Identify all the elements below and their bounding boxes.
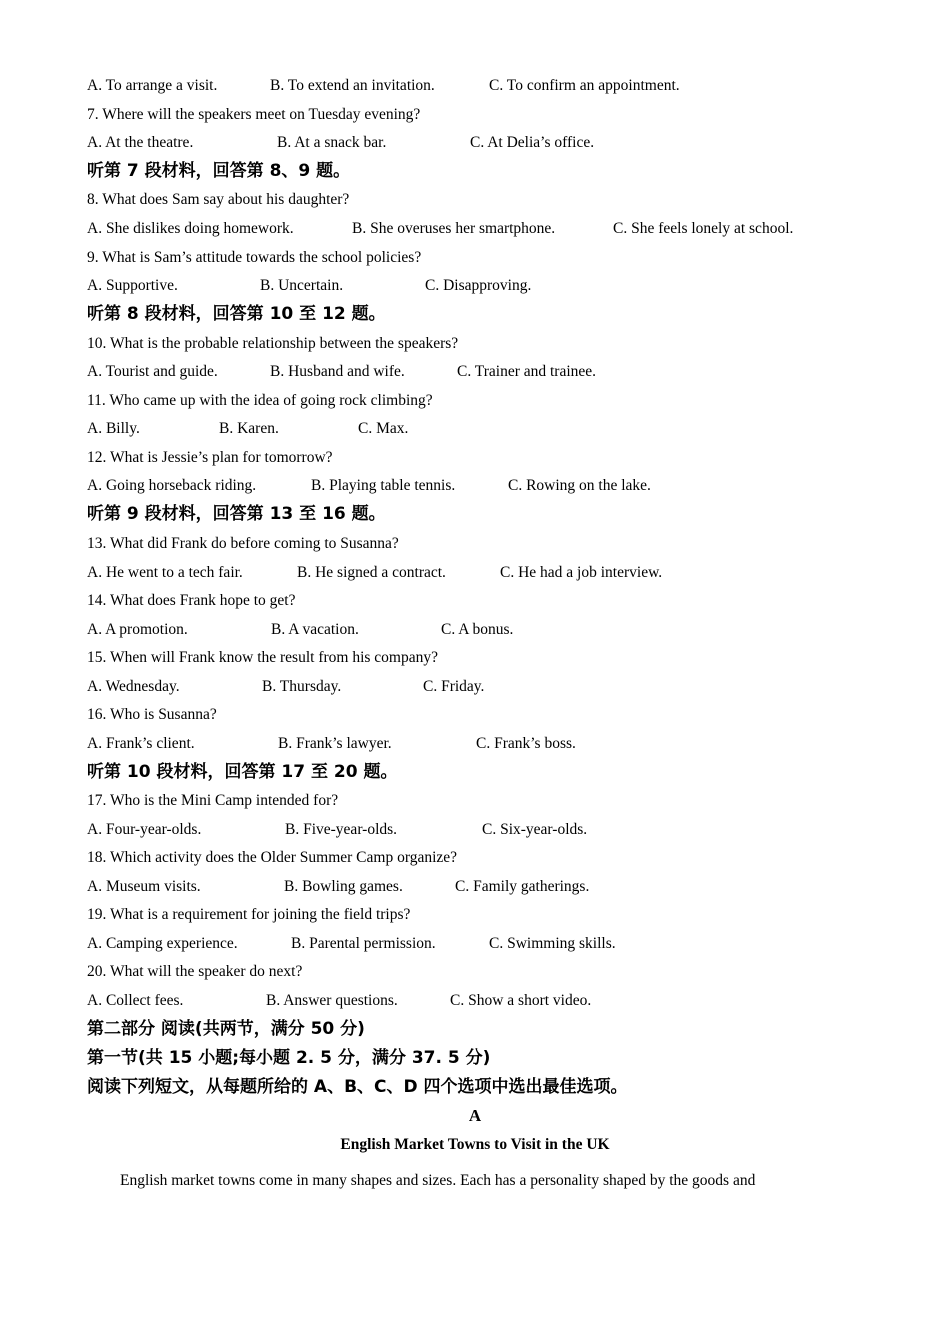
part2-title: 第二部分 阅读(共两节，满分 50 分) [87, 1019, 365, 1039]
passage-text: English market towns come in many shapes and sizes. Each has a personality shaped by the goods and [120, 1172, 756, 1189]
q20-option-a: A. Collect fees. [87, 992, 184, 1009]
q19-question: 19. What is a requirement for joining the field trips? [87, 906, 411, 923]
q15-option-a: A. Wednesday. [87, 678, 180, 695]
q8-option-a: A. She dislikes doing homework. [87, 220, 294, 237]
q10-option-b: B. Husband and wife. [270, 363, 405, 380]
section7-heading: 听第 7 段材料，回答第 8、9 题。 [87, 161, 351, 181]
q8-option-b: B. She overuses her smartphone. [352, 220, 556, 237]
q14-option-c: C. A bonus. [441, 621, 514, 638]
q18-option-c: C. Family gatherings. [455, 878, 590, 895]
q19-option-b: B. Parental permission. [291, 935, 436, 952]
q15-option-b: B. Thursday. [262, 678, 342, 695]
section8-heading: 听第 8 段材料，回答第 10 至 12 题。 [87, 304, 386, 324]
q18-question: 18. Which activity does the Older Summer Camp organize? [87, 849, 458, 866]
q19-option-a: A. Camping experience. [87, 935, 238, 952]
q15-question: 15. When will Frank know the result from his company? [87, 649, 438, 666]
q13-option-a: A. He went to a tech fair. [87, 564, 243, 581]
q6-option-b: B. To extend an invitation. [270, 77, 435, 94]
q16-question: 16. Who is Susanna? [87, 706, 217, 723]
q14-option-b: B. A vacation. [271, 621, 359, 638]
q12-question: 12. What is Jessie’s plan for tomorrow? [87, 449, 333, 466]
q15-option-c: C. Friday. [423, 678, 485, 695]
q9-option-c: C. Disapproving. [425, 277, 532, 294]
q14-question: 14. What does Frank hope to get? [87, 592, 296, 609]
q13-option-c: C. He had a job interview. [500, 564, 663, 581]
q7-option-a: A. At the theatre. [87, 134, 194, 151]
q18-option-b: B. Bowling games. [284, 878, 403, 895]
q6-option-a: A. To arrange a visit. [87, 77, 218, 94]
q17-option-b: B. Five-year-olds. [285, 821, 398, 838]
section9-heading: 听第 9 段材料，回答第 13 至 16 题。 [87, 504, 386, 524]
q12-option-c: C. Rowing on the lake. [508, 477, 651, 494]
q12-option-a: A. Going horseback riding. [87, 477, 257, 494]
q20-option-c: C. Show a short video. [450, 992, 592, 1009]
q16-option-c: C. Frank’s boss. [476, 735, 576, 752]
q17-option-c: C. Six-year-olds. [482, 821, 588, 838]
q11-option-c: C. Max. [358, 420, 409, 437]
q11-option-a: A. Billy. [87, 420, 140, 437]
q13-question: 13. What did Frank do before coming to Susanna? [87, 535, 399, 552]
q19-option-c: C. Swimming skills. [489, 935, 616, 952]
q20-question: 20. What will the speaker do next? [87, 963, 303, 980]
q16-option-b: B. Frank’s lawyer. [278, 735, 392, 752]
q14-option-a: A. A promotion. [87, 621, 188, 638]
q13-option-b: B. He signed a contract. [297, 564, 446, 581]
q9-question: 9. What is Sam’s attitude towards the school policies? [87, 249, 422, 266]
passage-title: English Market Towns to Visit in the UK [340, 1136, 610, 1153]
part2-instruction: 阅读下列短文，从每题所给的 A、B、C、D 四个选项中选出最佳选项。 [87, 1077, 628, 1097]
q10-option-c: C. Trainer and trainee. [457, 363, 597, 380]
q7-option-b: B. At a snack bar. [277, 134, 387, 151]
q10-question: 10. What is the probable relationship between the speakers? [87, 335, 459, 352]
q12-option-b: B. Playing table tennis. [311, 477, 456, 494]
q8-option-c: C. She feels lonely at school. [613, 220, 794, 237]
q10-option-a: A. Tourist and guide. [87, 363, 218, 380]
q18-option-a: A. Museum visits. [87, 878, 201, 895]
q11-question: 11. Who came up with the idea of going rock climbing? [87, 392, 433, 409]
part2-section1: 第一节(共 15 小题;每小题 2. 5 分，满分 37. 5 分) [87, 1048, 491, 1068]
section10-heading: 听第 10 段材料，回答第 17 至 20 题。 [87, 762, 398, 782]
q7-question: 7. Where will the speakers meet on Tuesday evening? [87, 106, 421, 123]
q9-option-b: B. Uncertain. [260, 277, 344, 294]
q7-option-c: C. At Delia’s office. [470, 134, 595, 151]
q11-option-b: B. Karen. [219, 420, 279, 437]
q20-option-b: B. Answer questions. [266, 992, 398, 1009]
q6-option-c: C. To confirm an appointment. [489, 77, 680, 94]
passage-letter: A [468, 1106, 482, 1125]
q16-option-a: A. Frank’s client. [87, 735, 195, 752]
q17-option-a: A. Four-year-olds. [87, 821, 202, 838]
q8-question: 8. What does Sam say about his daughter? [87, 191, 350, 208]
q17-question: 17. Who is the Mini Camp intended for? [87, 792, 339, 809]
q9-option-a: A. Supportive. [87, 277, 178, 294]
